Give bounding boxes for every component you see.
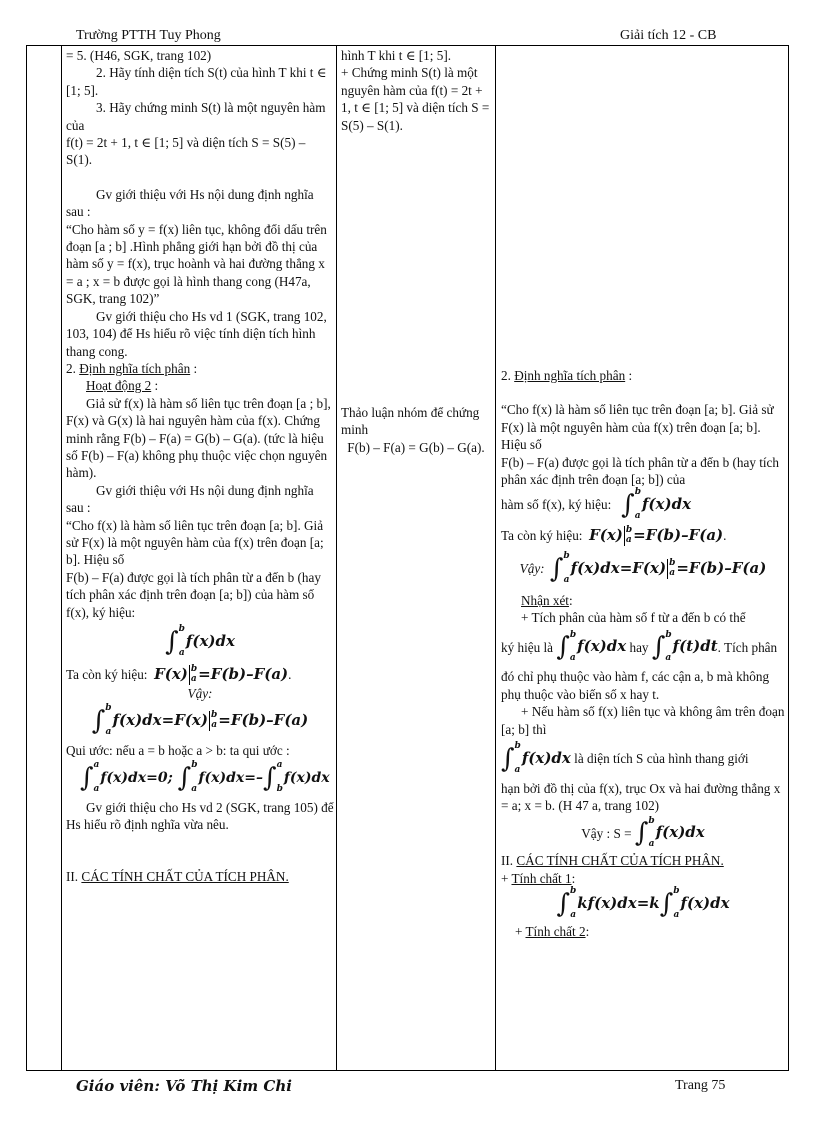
column-divider [336, 45, 337, 1071]
newton-leibniz-formula: Vậy: ∫ b a f(x)dx=F(x) b a =F(b)–F(a) [519, 551, 767, 585]
formula-line: ∫ b a f(x)dx là diện tích S của hình thang giới [501, 741, 749, 775]
convention-text: Qui ước: nếu a = b hoặc a > b: ta qui ước : [66, 742, 290, 758]
paragraph: hạn bởi đồ thị của f(x), trục Ox và hai đường thẳng x = a; x = b. (H 47 a, trang 102) [501, 780, 781, 814]
integral-notation: ∫ b a f(x)dx [165, 624, 235, 658]
paragraph: Thảo luận nhóm để chứng minh [341, 405, 480, 438]
equation-text: F(b) – F(a) = G(b) – G(a). [347, 439, 485, 455]
text-line: hình T khi t ∈ [1; 5]. [341, 48, 452, 63]
section-heading: II. CÁC TÍNH CHẤT CỦA TÍCH PHÂN. [501, 853, 724, 869]
property-heading: + Tính chất 1: [501, 870, 576, 886]
definition-curved-trapezoid: “Cho hàm số y = f(x) liên tục, không đổi dấu trên đoạn [a ; b] .Hình phẳng giới hạn bởi đồ thị của hàm số y = f(x), trục hoành và hai đường thẳng x = a ; x = b được gọi là hình thang cong (H47a, SGK, trang 102)” [66, 221, 327, 307]
section-heading: 2. Định nghĩa tích phân : [501, 368, 633, 383]
paragraph: + Chứng minh S(t) là một nguyên hàm của f(t) = 2t + 1, t ∈ [1; 5] và diện tích S = S(5) – S(1). [341, 65, 490, 133]
area-formula: Vậy : S = ∫ b a f(x)dx [581, 815, 705, 850]
teacher-activity-column [66, 47, 334, 885]
paragraph: Gv giới thiệu cho Hs vd 1 (SGK, trang 102, 103, 104) để Hs hiểu rõ việc tính diện tích hình thang cong. [66, 308, 327, 359]
formula-line: Ta còn ký hiệu: F(x) b a =F(b)–F(a). [501, 525, 727, 546]
remark-heading: Nhận xét: [521, 592, 573, 608]
formula-line: ký hiệu là ∫ b a f(x)dx hay ∫ b a f(t)dt. Tích phân [501, 629, 778, 664]
paragraph: F(b) – F(a) được gọi là tích phân từ a đến b (hay tích phân xác định trên đoạn [a; b]) của [501, 454, 779, 488]
activity-heading: Hoạt động 2 : [86, 378, 159, 394]
footer-teacher: Giáo viên: Võ Thị Kim Chi [76, 1077, 292, 1095]
column-divider [495, 45, 496, 1071]
section-heading: 2. Định nghĩa tích phân : [66, 360, 198, 376]
newton-leibniz-formula: ∫ b a f(x)dx=F(x) b a =F(b)–F(a) [91, 702, 309, 737]
paragraph: + Tích phân của hàm số f từ a đến b có thể [521, 610, 746, 626]
footer-page-number: Trang 75 [675, 1078, 726, 1093]
paragraph: “Cho f(x) là hàm số liên tục trên đoạn [a; b]. Giả sử F(x) là một nguyên hàm của f(x) trên đoạn [a; b]. Hiệu số [501, 402, 774, 453]
convention-formula: ∫ a a f(x)dx=0; ∫ b a f(x)dx=–∫ a b f(x)dx [80, 760, 330, 795]
paragraph: Gv giới thiệu với Hs nội dung định nghĩa sau : [66, 186, 314, 220]
student-activity-column [341, 47, 491, 456]
paragraph: F(b) – F(a) được gọi là tích phân từ a đến b (hay tích phân xác định trên đoạn [a; b]) của hàm số f(x), ký hiệu: [66, 569, 321, 620]
paragraph: Gv giới thiệu với Hs nội dung định nghĩa sau : [66, 482, 314, 516]
paragraph: + Nếu hàm số f(x) liên tục và không âm trên đoạn [a; b] thì [501, 704, 785, 737]
paragraph: Giả sử f(x) là hàm số liên tục trên đoạn [a ; b], F(x) và G(x) là hai nguyên hàm của f(x). Chứng minh rằng F(b) – F(a) = G(b) – G(a). (tức là hiệu số F(b) – F(a) không phụ thuộc việc chọn nguyên hàm). [66, 395, 331, 481]
text-line: = 5. (H46, SGK, trang 102) [66, 48, 212, 63]
text-line: f(t) = 2t + 1, t ∈ [1; 5] và diện tích S = S(5) – S(1). [66, 135, 306, 168]
formula-line: hàm số f(x), ký hiệu: ∫ b a f(x)dx [501, 487, 692, 522]
header-subject: Giải tích 12 - CB [620, 28, 717, 43]
property-1-formula: ∫ b a kf(x)dx=k∫ b a f(x)dx [556, 886, 730, 921]
paragraph: Gv giới thiệu cho Hs vd 2 (SGK, trang 105) để Hs hiểu rõ định nghĩa vừa nêu. [66, 799, 334, 833]
property-heading: + Tính chất 2: [515, 923, 590, 939]
paragraph: “Cho f(x) là hàm số liên tục trên đoạn [a; b]. Giả sử F(x) là một nguyên hàm của f(x) trên đoạn [a; b]. Hiệu số [66, 517, 324, 568]
paragraph: đó chỉ phụ thuộc vào hàm f, các cận a, b mà không phụ thuộc vào biến số x hay t. [501, 669, 770, 702]
section-heading: II. CÁC TÍNH CHẤT CỦA TÍCH PHÂN. [66, 868, 289, 884]
column-divider [61, 45, 62, 1071]
question-3: 3. Hãy chứng minh S(t) là một nguyên hàm của [66, 100, 326, 133]
content-column [501, 47, 785, 940]
formula-line: Ta còn ký hiệu: F(x) b a =F(b)–F(a). [66, 663, 292, 684]
header-school: Trường PTTH Tuy Phong [76, 28, 221, 43]
question-2: 2. Hãy tính diện tích S(t) của hình T khi t ∈ [1; 5]. [66, 65, 327, 98]
conclusion-label: Vậy: [187, 685, 213, 701]
